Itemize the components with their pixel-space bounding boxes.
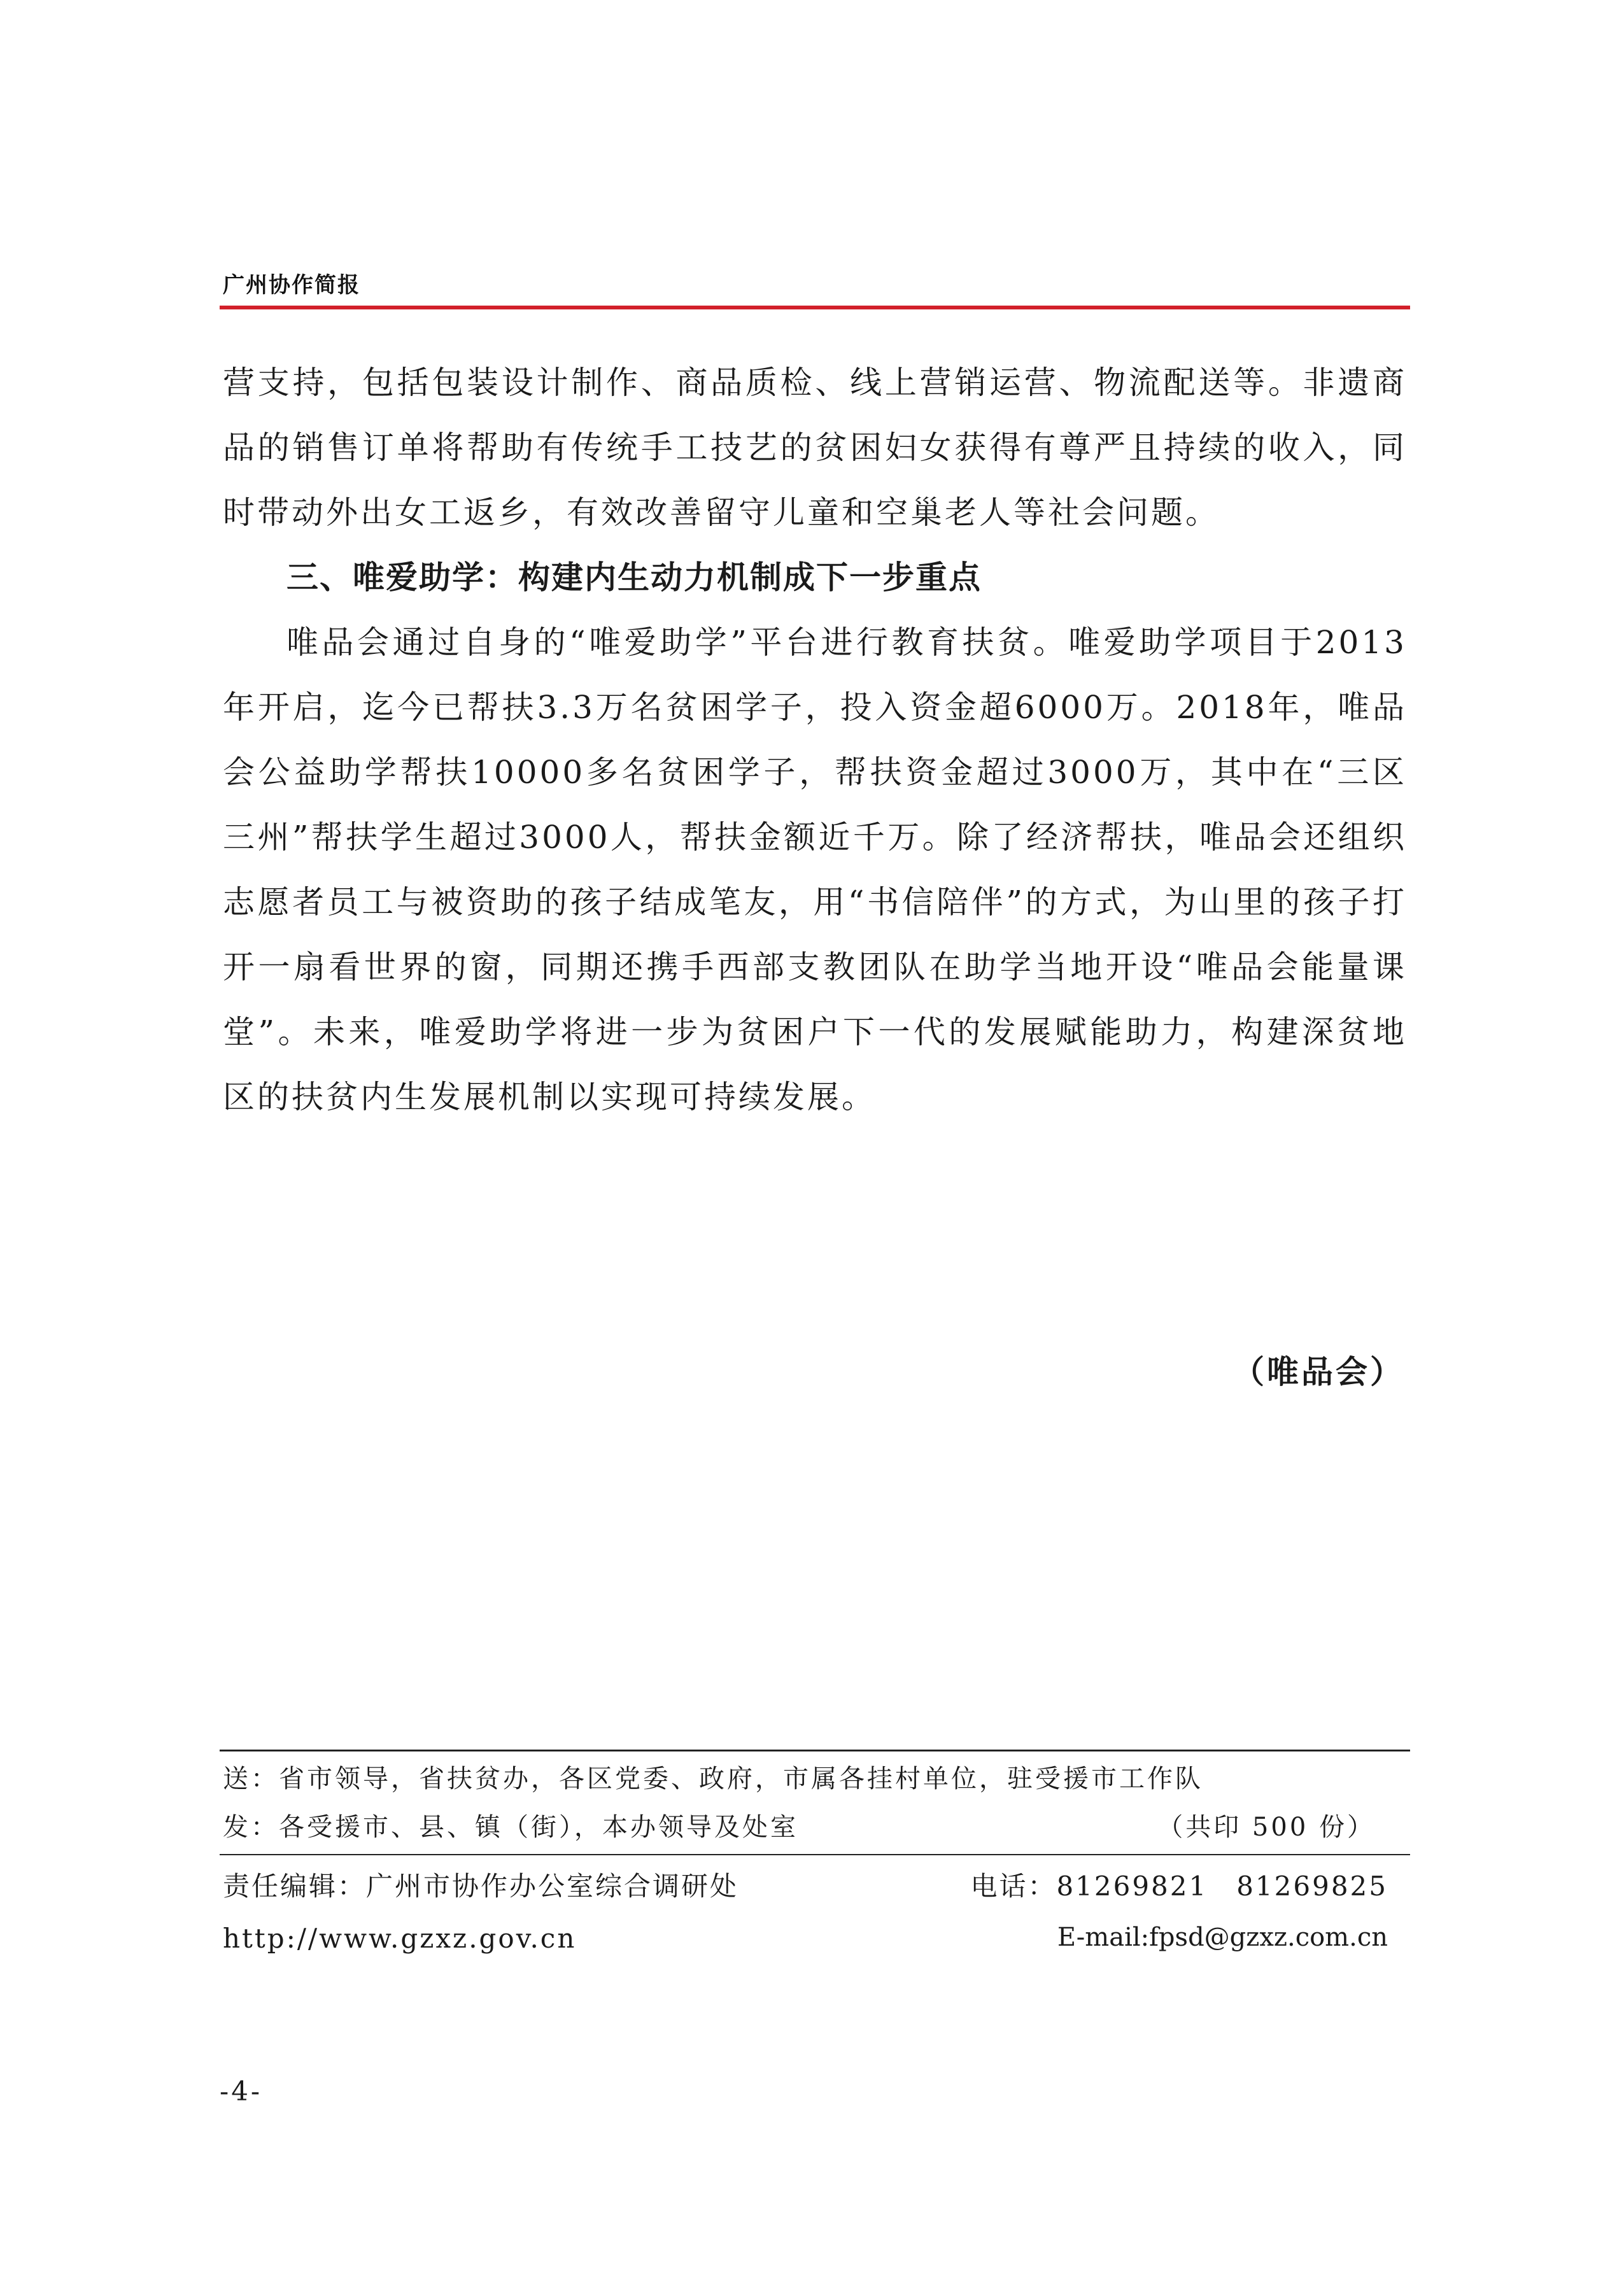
- send-to-text: 送：省市领导，省扶贫办，各区党委、政府，市属各挂村单位，驻受援市工作队: [223, 1764, 1203, 1793]
- email-link[interactable]: E-mail:fpsd@gzxz.com.cn: [1057, 1923, 1388, 1952]
- distribution-top-rule: [220, 1750, 1410, 1751]
- editor-line: [223, 1865, 1407, 1904]
- distribution-bottom-rule: [220, 1854, 1410, 1855]
- website-link[interactable]: http://www.gzxz.gov.cn: [223, 1923, 577, 1954]
- phone-text: 电话：81269821 81269825: [970, 1871, 1388, 1902]
- issue-to-text: 发：各受援市、县、镇（街），本办领导及处室: [223, 1813, 798, 1842]
- article-source: （唯品会）: [1232, 1354, 1404, 1390]
- page-number: -4-: [220, 2076, 263, 2107]
- editor-text: 责任编辑：广州市协作办公室综合调研处: [223, 1871, 739, 1902]
- print-count: （共印 500 份）: [1157, 1813, 1375, 1842]
- publication-title: 广州协作简报: [223, 272, 360, 298]
- section-heading: 三、唯爱助学：构建内生动力机制成下一步重点: [286, 559, 982, 596]
- paragraph-continued: 营支持，包括包装设计制作、商品质检、线上营销运营、物流配送等。非遗商品的销售订单将帮助有传统手工技艺的贫困妇女获得有尊严且持续的收入，同时带动外出女工返乡，有效改善留守儿童和空巢老人等社会问题。: [223, 364, 1407, 531]
- paragraph-education: 唯品会通过自身的“唯爱助学”平台进行教育扶贫。唯爱助学项目于2013年开启，迄今已帮扶3.3万名贫困学子，投入资金超6000万。2018年，唯品会公益助学帮扶10000多名贫困学子，帮扶资金超过3000万，其中在“三区三州”帮扶学生超过3000人，帮扶金额近千万。除了经济帮扶，唯品会还组织志愿者员工与被资助的孩子结成笔友，用“书信陪伴”的方式，为山里的孩子打开一扇看世界的窗，同期还携手西部支教团队在助学当地开设“唯品会能量课堂”。未来，唯爱助学将进一步为贫困户下一代的发展赋能助力，构建深贫地区的扶贫内生发展机制以实现可持续发展。: [223, 624, 1407, 1115]
- contact-line: [223, 1923, 1407, 1954]
- article-body: [223, 350, 1407, 1129]
- header-red-rule: [220, 306, 1410, 309]
- send-to-line: [223, 1758, 1407, 1795]
- issue-to-line: [223, 1807, 1407, 1843]
